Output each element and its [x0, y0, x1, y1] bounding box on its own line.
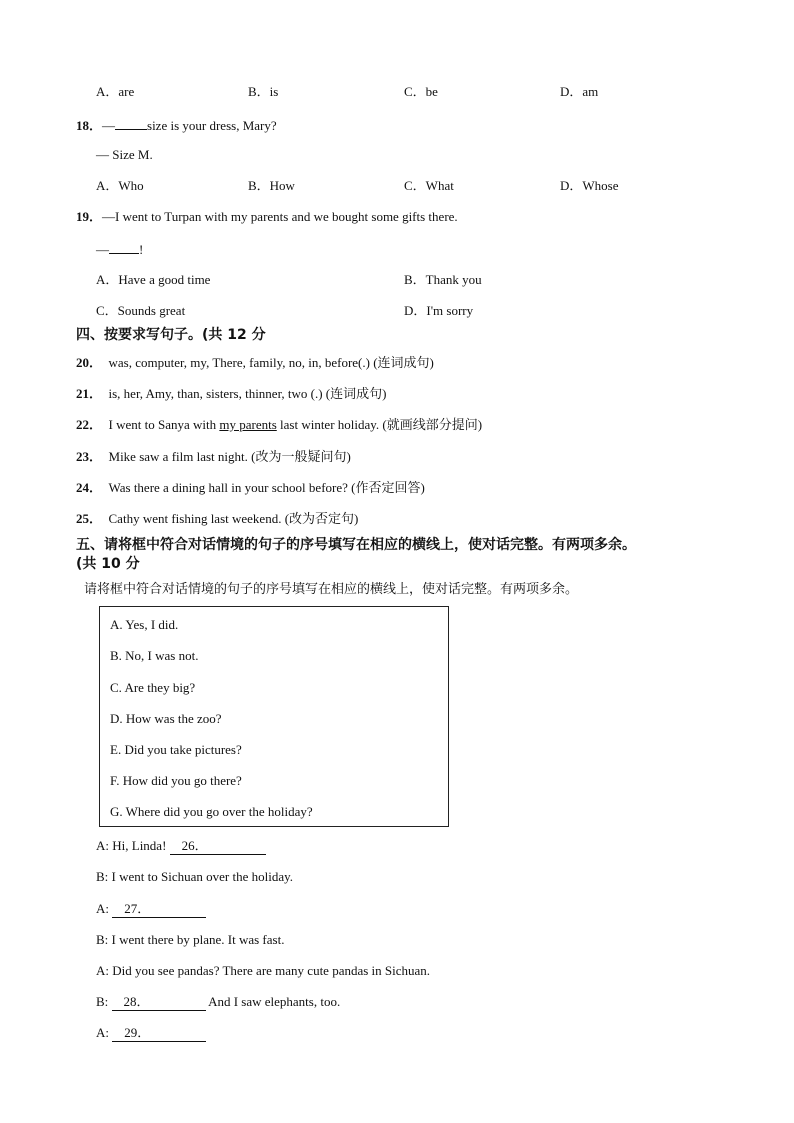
- q19-question: 19．—I went to Turpan with my parents and we bought some gifts there.: [76, 209, 458, 224]
- dialogue-line-5: A: Did you see pandas? There are many cute pandas in Sichuan.: [96, 963, 431, 978]
- box-option-f: F. How did you go there?: [110, 773, 242, 788]
- section4-heading: 四、按要求写句子。(共 12 分: [76, 327, 266, 343]
- question-22: 22． I went to Sanya with my parents last winter holiday. (就画线部分提问): [76, 417, 483, 432]
- dialogue-line-6: B: 28． And I saw elephants, too.: [96, 994, 341, 1009]
- underlined-phrase: my parents: [219, 417, 277, 432]
- box-option-a: A. Yes, I did.: [110, 617, 179, 632]
- dialogue-line-2: B: I went to Sichuan over the holiday.: [96, 869, 294, 884]
- box-option-d: D. How was the zoo?: [110, 711, 222, 726]
- section5-heading-line1: 五、请将框中符合对话情境的句子的序号填写在相应的横线上，使对话完整。有两项多余。: [76, 537, 636, 553]
- box-option-b: B. No, I was not.: [110, 648, 199, 663]
- question-25: 25． Cathy went fishing last weekend. (改为否定句): [76, 511, 359, 526]
- question-21: 21． is, her, Amy, than, sisters, thinner, two (.) (连词成句): [76, 386, 387, 401]
- q19-option-d: D．I'm sorry: [404, 303, 474, 318]
- q17-option-c: C．be: [404, 84, 438, 99]
- answer-blank-26: 26．: [170, 838, 266, 855]
- q17-option-d: D．am: [560, 84, 599, 99]
- q19-option-c: C．Sounds great: [96, 303, 186, 318]
- question-23: 23． Mike saw a film last night. (改为一般疑问句): [76, 449, 351, 464]
- q17-option-b: B．is: [248, 84, 279, 99]
- q18-question: 18．— size is your dress, Mary?: [76, 118, 277, 133]
- q18-reply: — Size M.: [96, 147, 153, 162]
- section5-instruction: 请将框中符合对话情境的句子的序号填写在相应的横线上，使对话完整。有两项多余。: [84, 582, 579, 597]
- q18-option-b: B．How: [248, 178, 295, 193]
- answer-blank-27: 27．: [112, 901, 206, 918]
- dialogue-line-4: B: I went there by plane. It was fast.: [96, 932, 285, 947]
- q18-option-c: C．What: [404, 178, 454, 193]
- box-option-e: E. Did you take pictures?: [110, 742, 242, 757]
- dialogue-line-3: A: 27．: [96, 901, 206, 918]
- section5-heading-line2: (共 10 分: [76, 556, 140, 572]
- question-20: 20． was, computer, my, There, family, no, in, before(.) (连词成句): [76, 355, 434, 370]
- q19-blank: [109, 240, 139, 254]
- q19-option-a: A．Have a good time: [96, 272, 211, 287]
- q19-option-b: B．Thank you: [404, 272, 482, 287]
- q18-option-d: D．Whose: [560, 178, 619, 193]
- q18-option-a: A．Who: [96, 178, 144, 193]
- dialogue-line-1: A: Hi, Linda! 26．: [96, 838, 266, 855]
- box-option-g: G. Where did you go over the holiday?: [110, 804, 313, 819]
- question-24: 24． Was there a dining hall in your school before? (作否定回答): [76, 480, 425, 495]
- answer-blank-28: 28．: [112, 994, 206, 1011]
- q18-blank: [115, 116, 147, 130]
- dialogue-line-7: A: 29．: [96, 1025, 206, 1042]
- q19-reply: — !: [96, 242, 144, 257]
- options-box: [99, 606, 449, 827]
- answer-blank-29: 29．: [112, 1025, 206, 1042]
- q17-option-a: A．are: [96, 84, 135, 99]
- box-option-c: C. Are they big?: [110, 680, 196, 695]
